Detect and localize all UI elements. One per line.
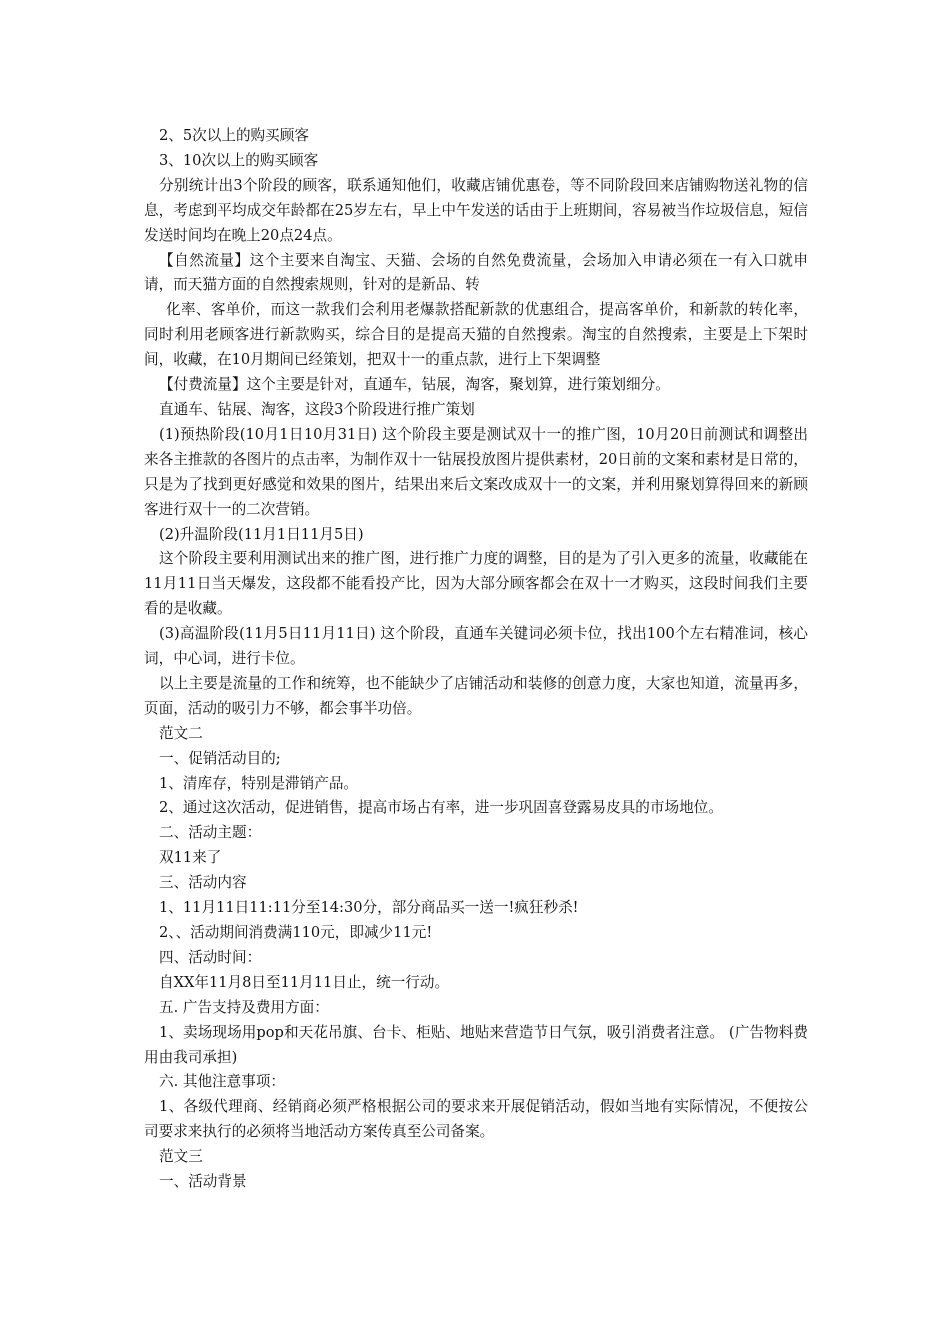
paragraph: 2、5次以上的购买顾客 bbox=[159, 127, 309, 144]
paragraph: 1、11月11日11:11分至14:30分，部分商品买一送一!疯狂秒杀! bbox=[159, 899, 579, 917]
paragraph: 2、、活动期间消费满110元，即减少11元! bbox=[159, 924, 433, 941]
paragraph: 这个阶段主要利用测试出来的推广图，进行推广力度的调整，目的是为了引入更多的流量，收藏能在11月11日当天爆发，这段都不能看投产比，因为大部分顾客都会在双十一才购买，这段时间我们主要看的是收藏。 bbox=[144, 550, 808, 618]
paragraph: (2)升温阶段(11月1日11月5日) bbox=[159, 525, 364, 543]
paragraph: 2、通过这次活动，促进销售，提高市场占有率，进一步巩固喜登露易皮具的市场地位。 bbox=[159, 799, 723, 817]
paragraph: 分别统计出3个阶段的顾客，联系通知他们，收藏店铺优惠卷，等不同阶段回来店铺购物送礼物的信息，考虑到平均成交年龄都在25岁左右，早上中午发送的话由于上班期间，容易被当作垃圾信息，短信发送时间均在晚上20点24点。 bbox=[144, 176, 808, 244]
section-heading: 六. 其他注意事项： bbox=[159, 1073, 286, 1091]
paragraph: 1、各级代理商、经销商必须严格根据公司的要求来开展促销活动，假如当地有实际情况，不便按公司要求来执行的必须将当地活动方案传真至公司备案。 bbox=[144, 1098, 808, 1141]
paragraph: (1)预热阶段(10月1日10月31日) 这个阶段主要是测试双十一的推广图，10月20日前测试和调整出来各主推款的各图片的点击率，为制作双十一钻展投放图片提供素材，20日前的文案和素材是日常的，只是为了找到更好感觉和效果的图片，结果出来后文案改成双十一的文案，并利用聚划算得回来的新顾客进行双十一的二次营销。 bbox=[144, 425, 808, 518]
section-heading: 一、活动背景 bbox=[159, 1173, 247, 1191]
paragraph: 直通车、钻展、淘客，这段3个阶段进行推广策划 bbox=[159, 400, 475, 418]
section-heading: 四、活动时间： bbox=[159, 948, 262, 966]
paragraph: 化率、客单价，而这一款我们会利用老爆款搭配新款的优惠组合，提高客单价，和新款的转化率，同时利用老顾客进行新款购买，综合目的是提高天猫的自然搜索。淘宝的自然搜索，主要是上下架时间，收藏，在10月期间已经策划，把双十一的重点款，进行上下架调整 bbox=[144, 301, 808, 369]
section-heading: 范文二 bbox=[159, 724, 203, 742]
paragraph: 【付费流量】这个主要是针对，直通车，钻展，淘客，聚划算，进行策划细分。 bbox=[159, 376, 670, 394]
paragraph: 3、10次以上的购买顾客 bbox=[159, 151, 319, 169]
paragraph: 1、卖场现场用pop和天花吊旗、台卡、柜贴、地贴来营造节日气氛，吸引消费者注意。 (广告物料费用由我司承担) bbox=[144, 1023, 808, 1066]
document-body bbox=[144, 124, 808, 1195]
section-heading: 一、促销活动目的; bbox=[159, 749, 281, 767]
section-heading: 三、活动内容 bbox=[159, 874, 247, 892]
section-heading: 五. 广告支持及费用方面： bbox=[159, 998, 329, 1016]
paragraph: 以上主要是流量的工作和统筹，也不能缺少了店铺活动和装修的创意力度，大家也知道，流量再多，页面，活动的吸引力不够，都会事半功倍。 bbox=[144, 674, 808, 717]
paragraph: 1、清库存，特别是滞销产品。 bbox=[159, 774, 359, 792]
paragraph: 自XX年11月8日至11月11日止，统一行动。 bbox=[159, 973, 450, 991]
paragraph: 【自然流量】这个主要来自淘宝、天猫、会场的自然免费流量，会场加入申请必须在一有入口就申请，而天猫方面的自然搜索规则，针对的是新品、转 bbox=[144, 251, 808, 294]
section-heading: 二、活动主题： bbox=[159, 824, 262, 842]
paragraph: 双11来了 bbox=[159, 849, 222, 867]
paragraph: (3)高温阶段(11月5日11月11日) 这个阶段，直通车关键词必须卡位，找出100个左右精准词，核心词，中心词，进行卡位。 bbox=[144, 625, 808, 668]
section-heading: 范文三 bbox=[159, 1148, 203, 1166]
